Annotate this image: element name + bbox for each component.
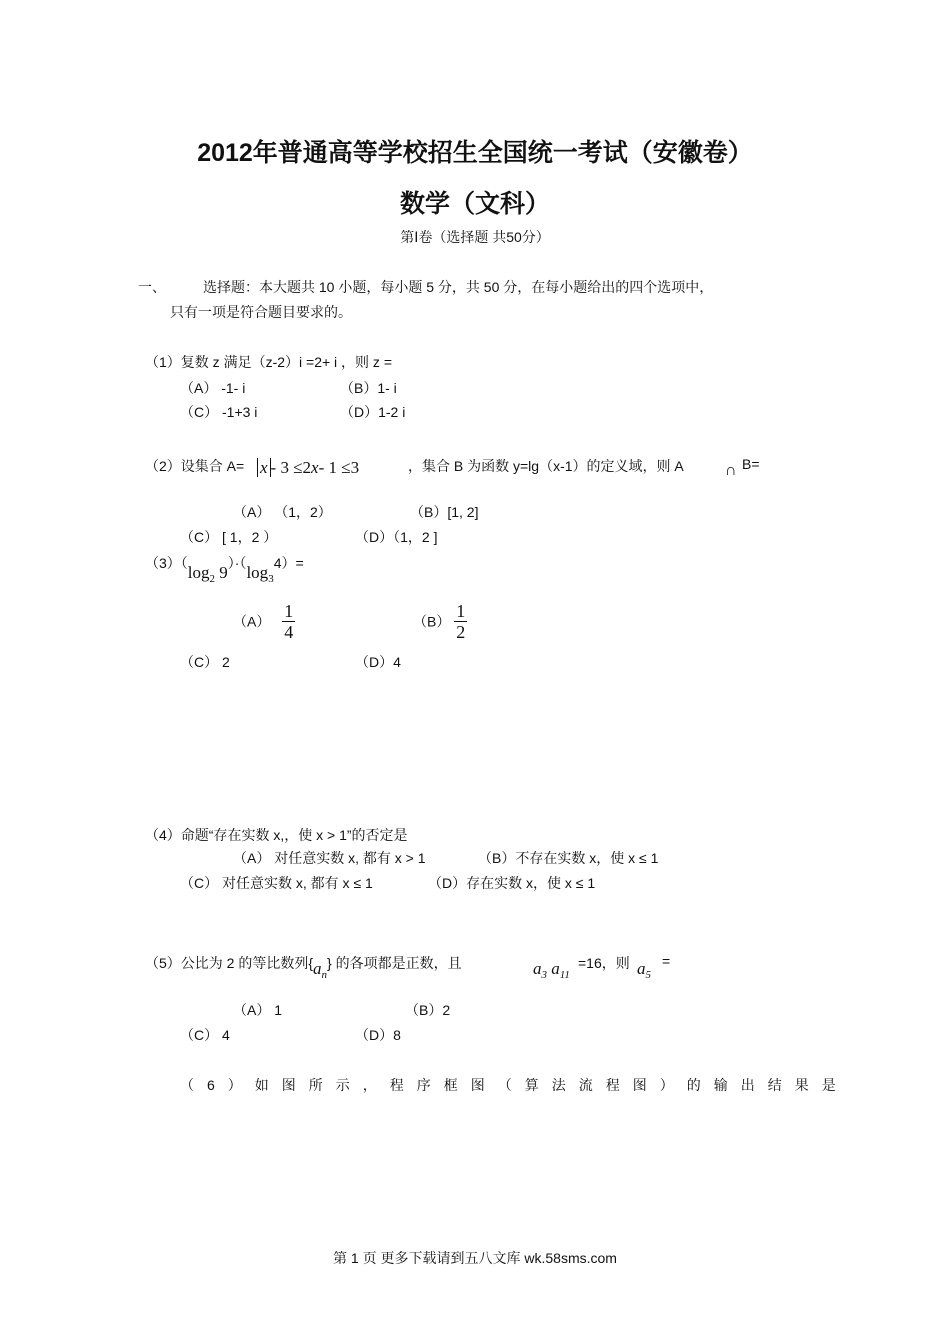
q2-math-part2: - 1 ≤3 (318, 458, 360, 477)
q3-option-a-denominator: 4 (284, 622, 294, 642)
q3-option-b-numerator: 1 (456, 601, 466, 621)
q3-log2-9 (187, 563, 228, 585)
q4-stem: （4）命题“存在实数 x,，使 x > 1”的否定是 (145, 827, 408, 843)
q3-log3 (246, 563, 274, 585)
q2-stem-end: B= (742, 456, 760, 472)
q3-option-c: （C） 2 (180, 654, 230, 670)
q3-log-label-2: log (246, 563, 269, 582)
q4-option-c: （C） 对任意实数 x, 都有 x ≤ 1 (180, 875, 373, 891)
q3-option-d: （D）4 (355, 654, 401, 670)
q5-a3-subscript: 3 (541, 969, 547, 981)
q3-log-arg-1: 9 (219, 563, 228, 582)
q2-intersection-symbol: ∩ (725, 462, 737, 479)
q3-option-a (233, 601, 295, 642)
q5-a11-letter: a (551, 959, 560, 978)
q3-stem (145, 553, 304, 585)
q3-option-a-fraction (282, 601, 295, 642)
q5-stem-middle: } 的各项都是正数，且 (327, 955, 462, 971)
q2-option-a: （A） （1，2） (233, 504, 332, 520)
q5-option-c: （C） 4 (180, 1027, 230, 1043)
section-instructions-line1: 选择题：本大题共 10 小题，每小题 5 分，共 50 分，在每小题给出的四个选项中， (203, 279, 714, 295)
exam-title: 2012年普通高等学校招生全国统一考试（安徽卷） (197, 139, 753, 167)
q3-paren-open: （3）（ (145, 555, 188, 571)
q5-an-subscript: n (321, 969, 328, 981)
q3-option-b-label: （B） (413, 613, 451, 630)
exam-subtitle: 数学（文科） (399, 190, 550, 218)
q5-a5-letter: a (637, 959, 646, 978)
q2-stem-middle: ，集合 B 为函数 y=lg（x-1）的定义域，则 A (408, 458, 684, 474)
q2-stem-prefix: （2）设集合 A= (145, 458, 245, 474)
q1-option-a: （A） -1- i (180, 380, 246, 396)
q6-stem: （6）如图所示，程序框图（算法流程图）的输出结果是 (180, 1077, 849, 1093)
q3-log-base-1: 2 (209, 573, 216, 585)
q5-a11-subscript: 11 (559, 969, 570, 981)
q3-option-a-numerator: 1 (284, 601, 294, 621)
q2-option-d: （D）（1，2 ] (355, 529, 438, 545)
page-footer: 第 1 页 更多下载请到五八文库 wk.58sms.com (333, 1250, 617, 1266)
q5-stem-middle2: =16，则 (578, 955, 630, 971)
q1-option-b: （B）1- i (340, 380, 397, 396)
q5-an (313, 959, 328, 981)
q1-stem: （1）复数 z 满足（z-2）i =2+ i ，则 z = (145, 354, 392, 370)
q2-set-condition (257, 458, 359, 478)
q2-math-x2: x (311, 458, 319, 477)
q2-math-part1: - 3 ≤2 (270, 458, 312, 477)
q3-log-base-2: 3 (268, 573, 274, 585)
section-instructions-line2: 只有一项是符合题目要求的。 (170, 304, 352, 320)
q5-stem-end: = (662, 953, 671, 969)
q2-option-c: （C） [ 1，2 ） (180, 529, 278, 545)
q3-option-b (413, 601, 467, 642)
q1-option-d: （D）1-2 i (340, 404, 406, 420)
q2-abs-x: x (257, 458, 271, 477)
q1-option-c: （C） -1+3 i (180, 404, 258, 420)
q5-stem (145, 953, 462, 981)
q4-option-d: （D）存在实数 x，使 x ≤ 1 (428, 875, 596, 891)
q5-a5 (637, 959, 651, 981)
q3-end: 4）= (273, 555, 304, 571)
q3-middle: ）·（ (227, 555, 247, 571)
q3-log-label-1: log (187, 563, 210, 582)
q5-stem-prefix: （5）公比为 2 的等比数列{ (145, 955, 314, 971)
q5-an-letter: a (313, 959, 322, 978)
q5-a3-letter: a (533, 959, 542, 978)
q4-option-b: （B）不存在实数 x，使 x ≤ 1 (478, 850, 659, 866)
q3-option-a-label: （A） (233, 613, 271, 630)
q5-option-a: （A） 1 (233, 1002, 283, 1018)
q3-option-b-fraction (454, 601, 467, 642)
q5-a3-a11 (533, 959, 570, 981)
q5-option-b: （B）2 (405, 1002, 451, 1018)
q5-a5-subscript: 5 (645, 969, 651, 981)
q4-option-a: （A） 对任意实数 x, 都有 x > 1 (233, 850, 426, 866)
q5-option-d: （D）8 (355, 1027, 401, 1043)
part-heading: 第Ⅰ卷（选择题 共50分） (400, 229, 550, 245)
section-number: 一、 (138, 279, 166, 295)
q3-option-b-denominator: 2 (456, 622, 466, 642)
q2-option-b: （B）[1, 2] (410, 504, 479, 520)
